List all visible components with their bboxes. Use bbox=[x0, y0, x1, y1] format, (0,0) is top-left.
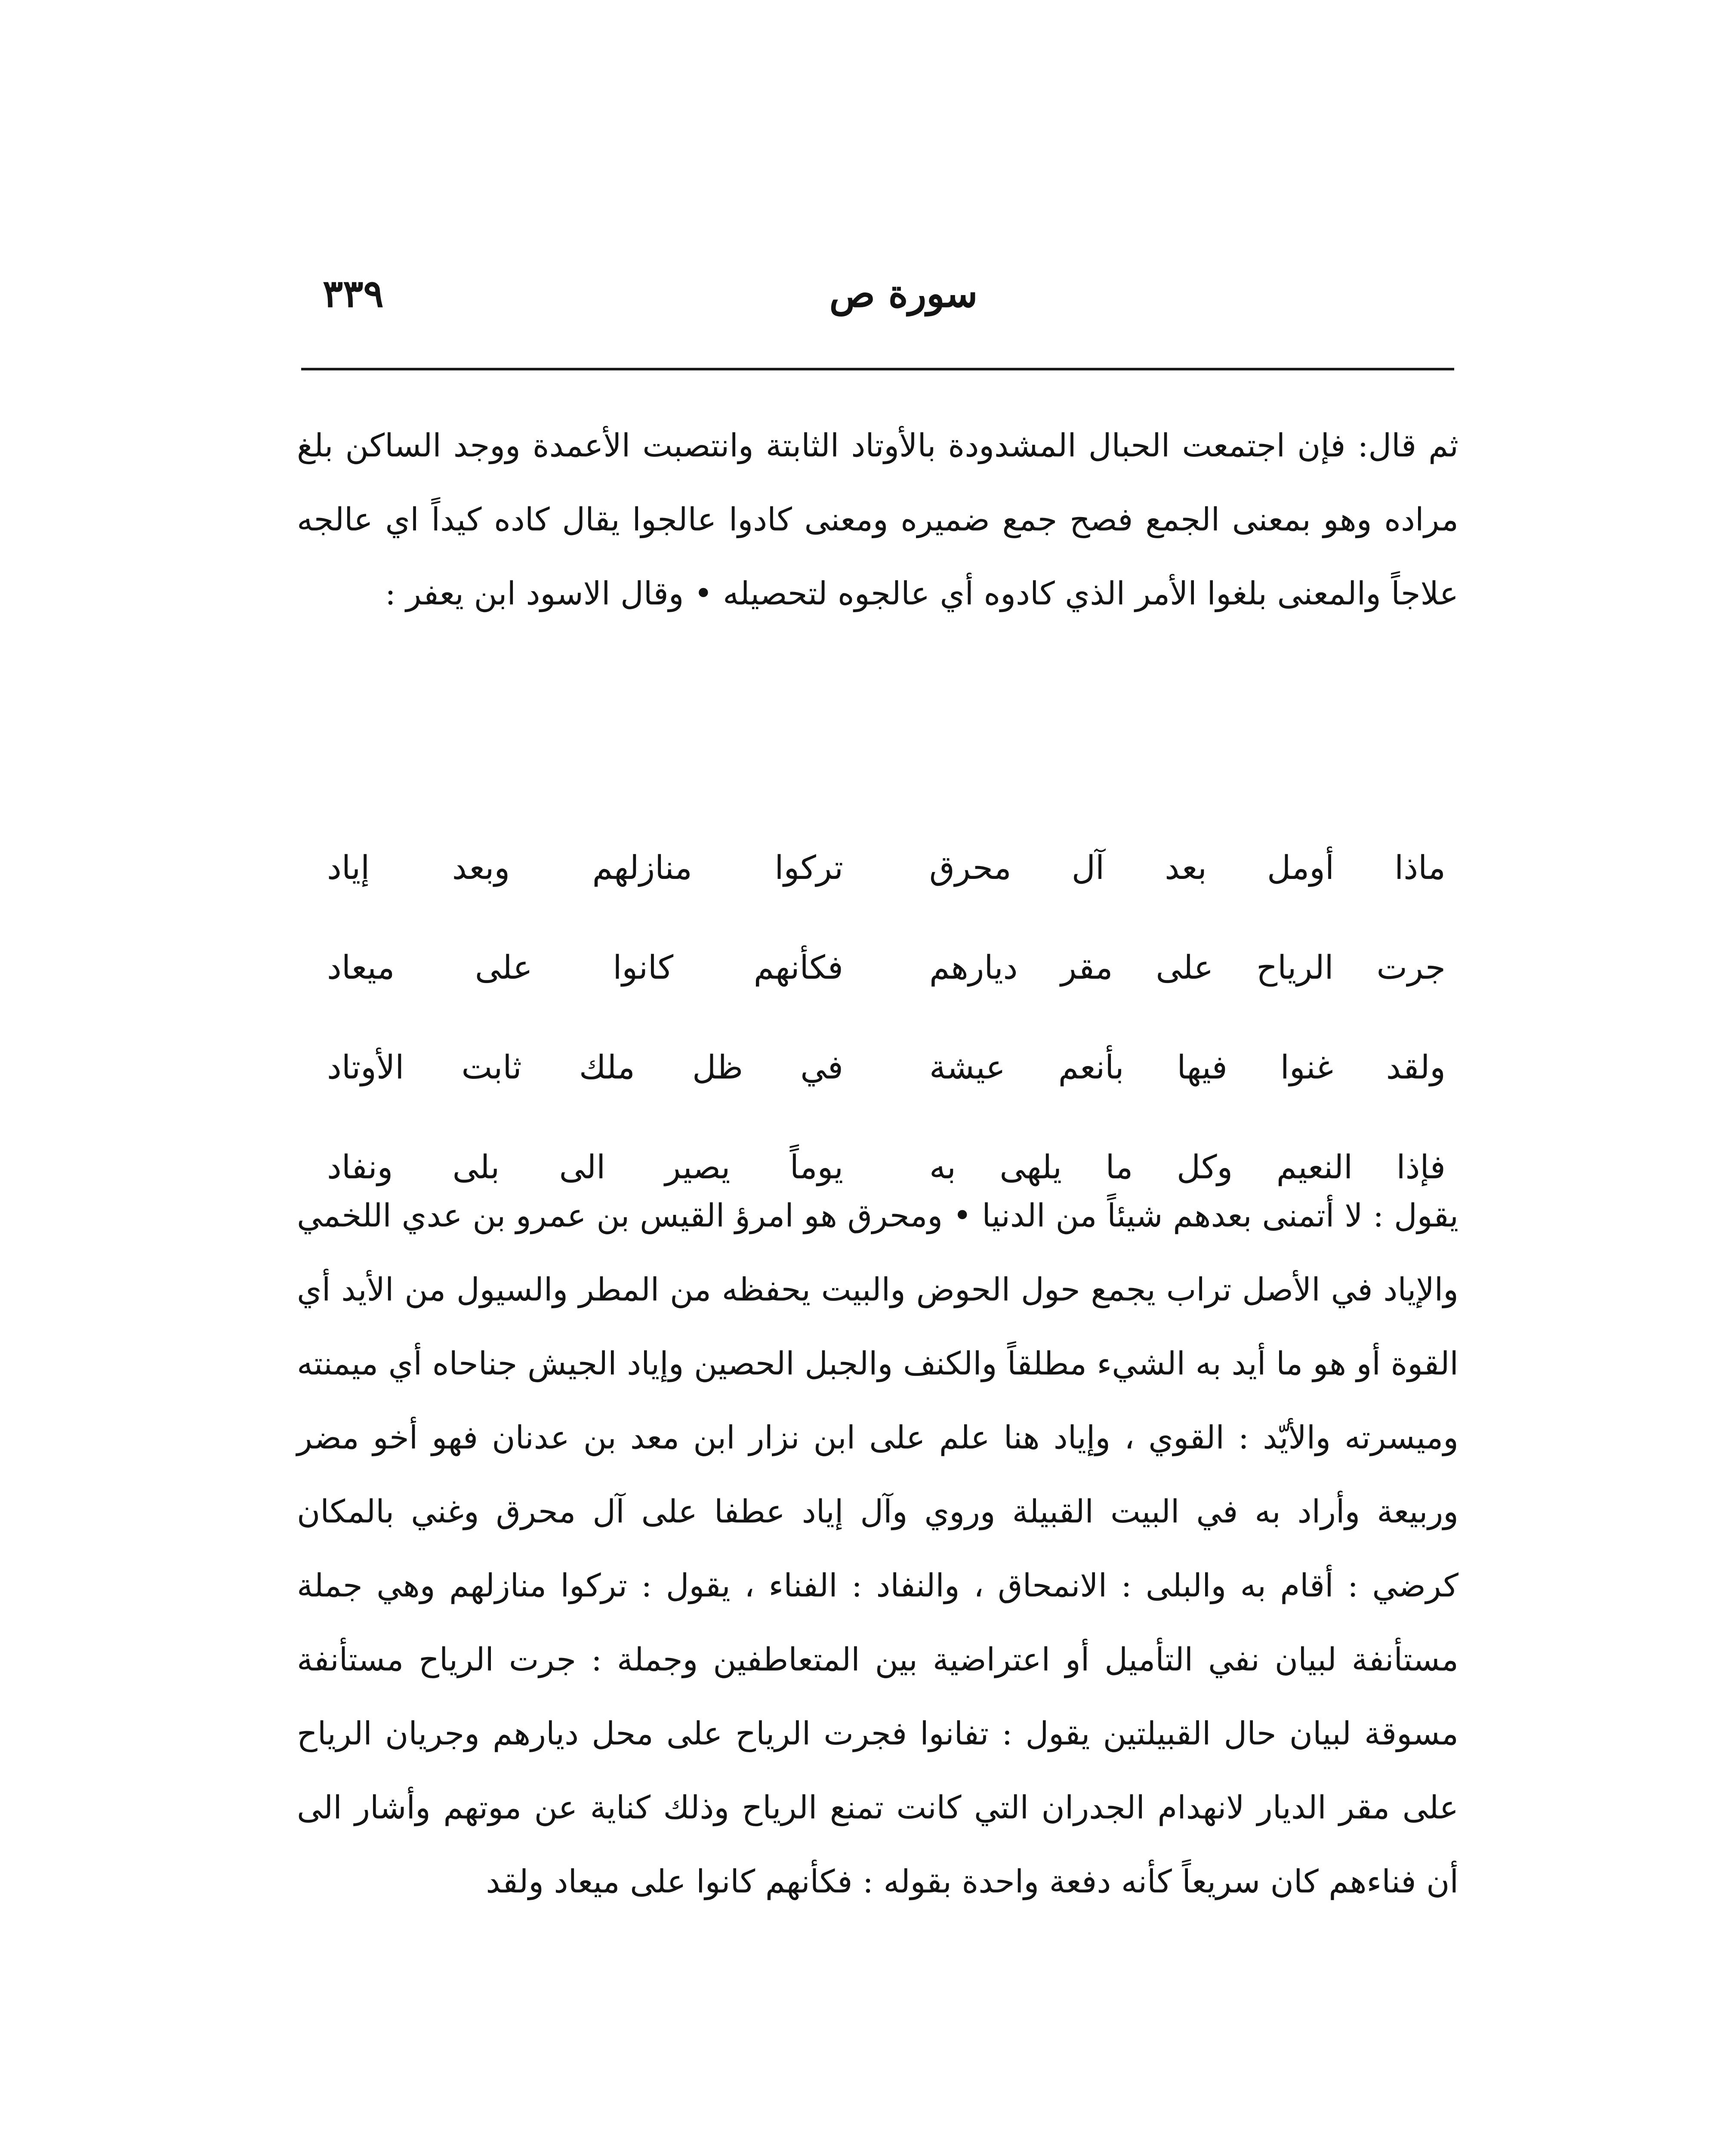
poem-verses bbox=[327, 817, 1446, 1217]
verse-first-hemistich: جرت الرياح على مقر ديارهم bbox=[929, 948, 1446, 986]
header-rule bbox=[301, 368, 1454, 370]
verse-second-hemistich: فكأنهم كانوا على ميعاد bbox=[327, 948, 843, 986]
intro-text: ثم قال: فإن اجتمعت الحبال المشدودة بالأوتاد الثابتة وانتصبت الأعمدة ووجد الساكن بلغ مراده وهو بمعنى الجمع فصح جمع ضميره ومعنى كادوا عالجوا يقال كاده كيداً اي عالجه علاجاً والمعنى بلغوا الأمر الذي كادوه أي عالجوه لتحصيله • وقال الاسود ابن يعفر : bbox=[297, 427, 1458, 612]
verse-line bbox=[327, 917, 1446, 1017]
page-header bbox=[301, 258, 1454, 361]
verse-second-hemistich: في ظل ملك ثابت الأوتاد bbox=[327, 1048, 843, 1086]
verse-first-hemistich: ولقد غنوا فيها بأنعم عيشة bbox=[929, 1048, 1446, 1086]
intro-paragraph bbox=[297, 409, 1458, 631]
commentary-paragraph bbox=[297, 1179, 1458, 1919]
page-number: ٣٣٩ bbox=[323, 271, 384, 316]
verse-second-hemistich: يوماً يصير الى بلى ونفاد bbox=[327, 1147, 843, 1186]
verse-first-hemistich: ماذا أومل بعد آل محرق bbox=[929, 848, 1446, 887]
verse-second-hemistich: تركوا منازلهم وبعد إياد bbox=[327, 848, 843, 887]
verse-line bbox=[327, 1017, 1446, 1117]
verse-first-hemistich: فإذا النعيم وكل ما يلهى به bbox=[929, 1147, 1446, 1186]
commentary-text: يقول : لا أتمنى بعدهم شيئاً من الدنيا • ومحرق هو امرؤ القيس بن عمرو بن عدي اللخمي والإياد في الأصل تراب يجمع حول الحوض والبيت يحفظه من المطر والسيول من الأيد أي القوة أو هو ما أيد به الشيء مطلقاً والكنف والجبل الحصين وإياد الجيش جناحاه أي ميمنته وميسرته والأيّد : القوي ، وإياد هنا علم على ابن نزار ابن معد بن عدنان فهو أخو مضر وربيعة وأراد به في البيت القبيلة وروي وآل إياد عطفا على آل محرق وغني بالمكان كرضي : أقام به والبلى : الانمحاق ، والنفاد : الفناء ، يقول : تركوا منازلهم وهي جملة مستأنفة لبيان نفي التأميل أو اعتراضية بين المتعاطفين وجملة : جرت الرياح مستأنفة مسوقة لبيان حال القبيلتين يقول : تفانوا فجرت الرياح على محل ديارهم وجريان الرياح على مقر الديار لانهدام الجدران التي كانت تمنع الرياح وذلك كناية عن موتهم وأشار الى أن فناءهم كان سريعاً كأنه دفعة واحدة بقوله : فكأنهم كانوا على ميعاد ولقد bbox=[297, 1197, 1458, 1900]
running-title: سورة ص bbox=[829, 271, 978, 316]
verse-line bbox=[327, 817, 1446, 917]
